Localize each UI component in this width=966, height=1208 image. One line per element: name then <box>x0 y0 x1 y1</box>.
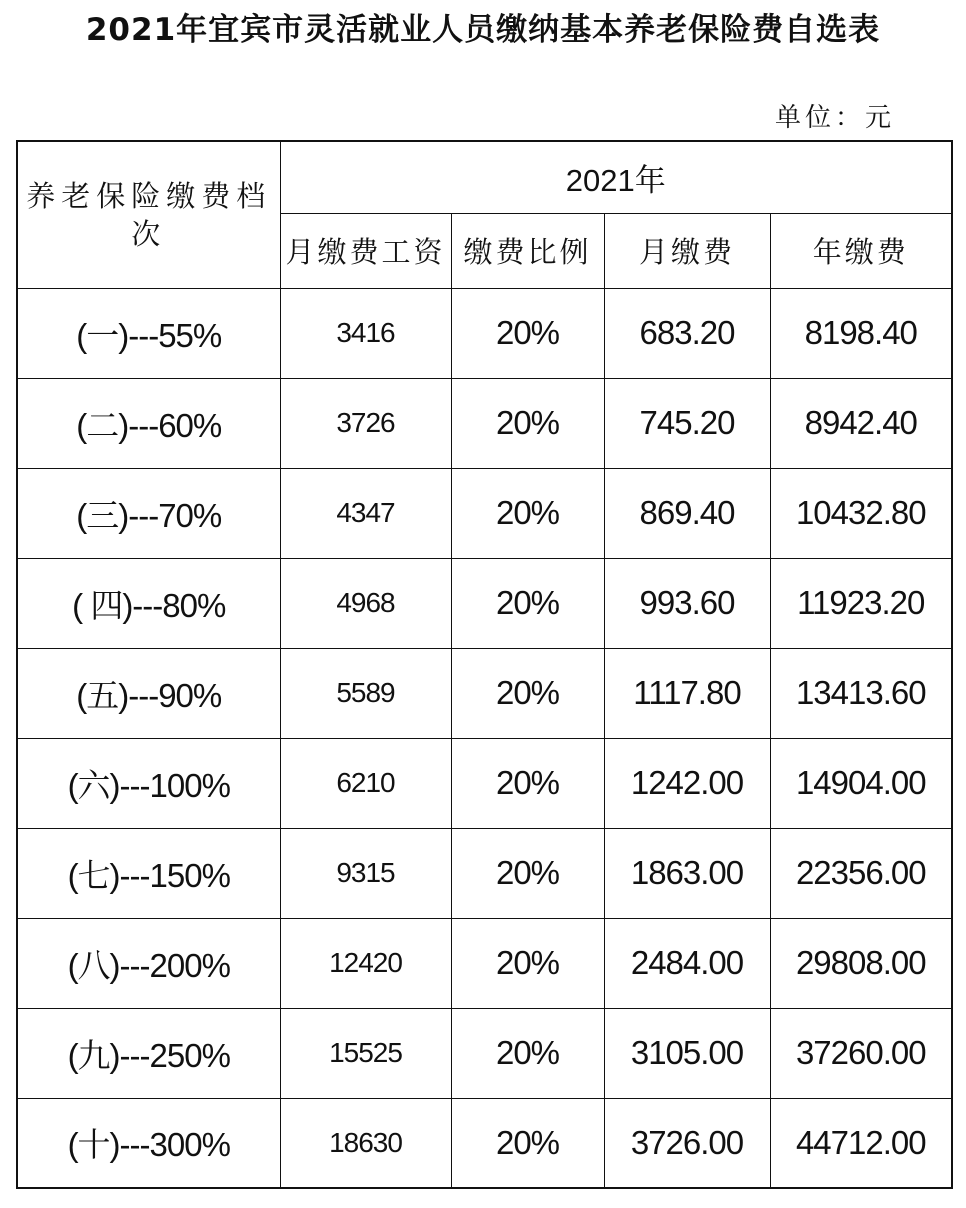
grade-cell: (八)---200% <box>17 918 280 1008</box>
ratio-cell: 20% <box>451 1098 604 1188</box>
wage-cell: 3726 <box>280 378 451 468</box>
grade-cell: (一)---55% <box>17 288 280 378</box>
grade-cell: (三)---70% <box>17 468 280 558</box>
annual-cell: 29808.00 <box>770 918 952 1008</box>
table-row <box>17 288 952 378</box>
ratio-cell: 20% <box>451 288 604 378</box>
ratio-cell: 20% <box>451 648 604 738</box>
annual-cell: 22356.00 <box>770 828 952 918</box>
annual-cell: 37260.00 <box>770 1008 952 1098</box>
monthly-cell: 2484.00 <box>604 918 770 1008</box>
table-row <box>17 378 952 468</box>
monthly-cell: 1117.80 <box>604 648 770 738</box>
ratio-cell: 20% <box>451 738 604 828</box>
monthly-cell: 1863.00 <box>604 828 770 918</box>
annual-cell: 14904.00 <box>770 738 952 828</box>
table-row <box>17 468 952 558</box>
table-row <box>17 1098 952 1188</box>
wage-cell: 5589 <box>280 648 451 738</box>
monthly-cell: 993.60 <box>604 558 770 648</box>
annual-cell: 8198.40 <box>770 288 952 378</box>
wage-cell: 9315 <box>280 828 451 918</box>
ratio-cell: 20% <box>451 918 604 1008</box>
table-row <box>17 1008 952 1098</box>
annual-cell: 44712.00 <box>770 1098 952 1188</box>
wage-cell: 4347 <box>280 468 451 558</box>
page-title: 2021年宜宾市灵活就业人员缴纳基本养老保险费自选表 <box>85 12 881 48</box>
wage-cell: 18630 <box>280 1098 451 1188</box>
wage-cell: 15525 <box>280 1008 451 1098</box>
table-row <box>17 918 952 1008</box>
table-row <box>17 738 952 828</box>
monthly-cell: 3105.00 <box>604 1008 770 1098</box>
ratio-cell: 20% <box>451 558 604 648</box>
header-row-1 <box>17 141 952 213</box>
ratio-cell: 20% <box>451 468 604 558</box>
monthly-cell: 1242.00 <box>604 738 770 828</box>
annual-cell: 8942.40 <box>770 378 952 468</box>
column-header-wage: 月缴费工资 <box>280 213 451 288</box>
column-header-ratio: 缴费比例 <box>451 213 604 288</box>
annual-cell: 10432.80 <box>770 468 952 558</box>
table-row <box>17 648 952 738</box>
annual-cell: 13413.60 <box>770 648 952 738</box>
annual-cell: 11923.20 <box>770 558 952 648</box>
grade-cell: ( 四)---80% <box>17 558 280 648</box>
grade-cell: (十)---300% <box>17 1098 280 1188</box>
monthly-cell: 3726.00 <box>604 1098 770 1188</box>
year-header: 2021年 <box>280 141 952 213</box>
wage-cell: 3416 <box>280 288 451 378</box>
grade-header: 养老保险缴费档次 <box>17 141 280 288</box>
ratio-cell: 20% <box>451 378 604 468</box>
unit-label: 单位：元 <box>775 103 896 133</box>
wage-cell: 6210 <box>280 738 451 828</box>
table-row <box>17 828 952 918</box>
ratio-cell: 20% <box>451 828 604 918</box>
grade-cell: (九)---250% <box>17 1008 280 1098</box>
grade-cell: (七)---150% <box>17 828 280 918</box>
contribution-table <box>16 140 953 1189</box>
grade-cell: (五)---90% <box>17 648 280 738</box>
table-row <box>17 558 952 648</box>
column-header-annual: 年缴费 <box>770 213 952 288</box>
monthly-cell: 869.40 <box>604 468 770 558</box>
grade-cell: (六)---100% <box>17 738 280 828</box>
grade-cell: (二)---60% <box>17 378 280 468</box>
wage-cell: 12420 <box>280 918 451 1008</box>
monthly-cell: 683.20 <box>604 288 770 378</box>
ratio-cell: 20% <box>451 1008 604 1098</box>
column-header-monthly: 月缴费 <box>604 213 770 288</box>
wage-cell: 4968 <box>280 558 451 648</box>
monthly-cell: 745.20 <box>604 378 770 468</box>
